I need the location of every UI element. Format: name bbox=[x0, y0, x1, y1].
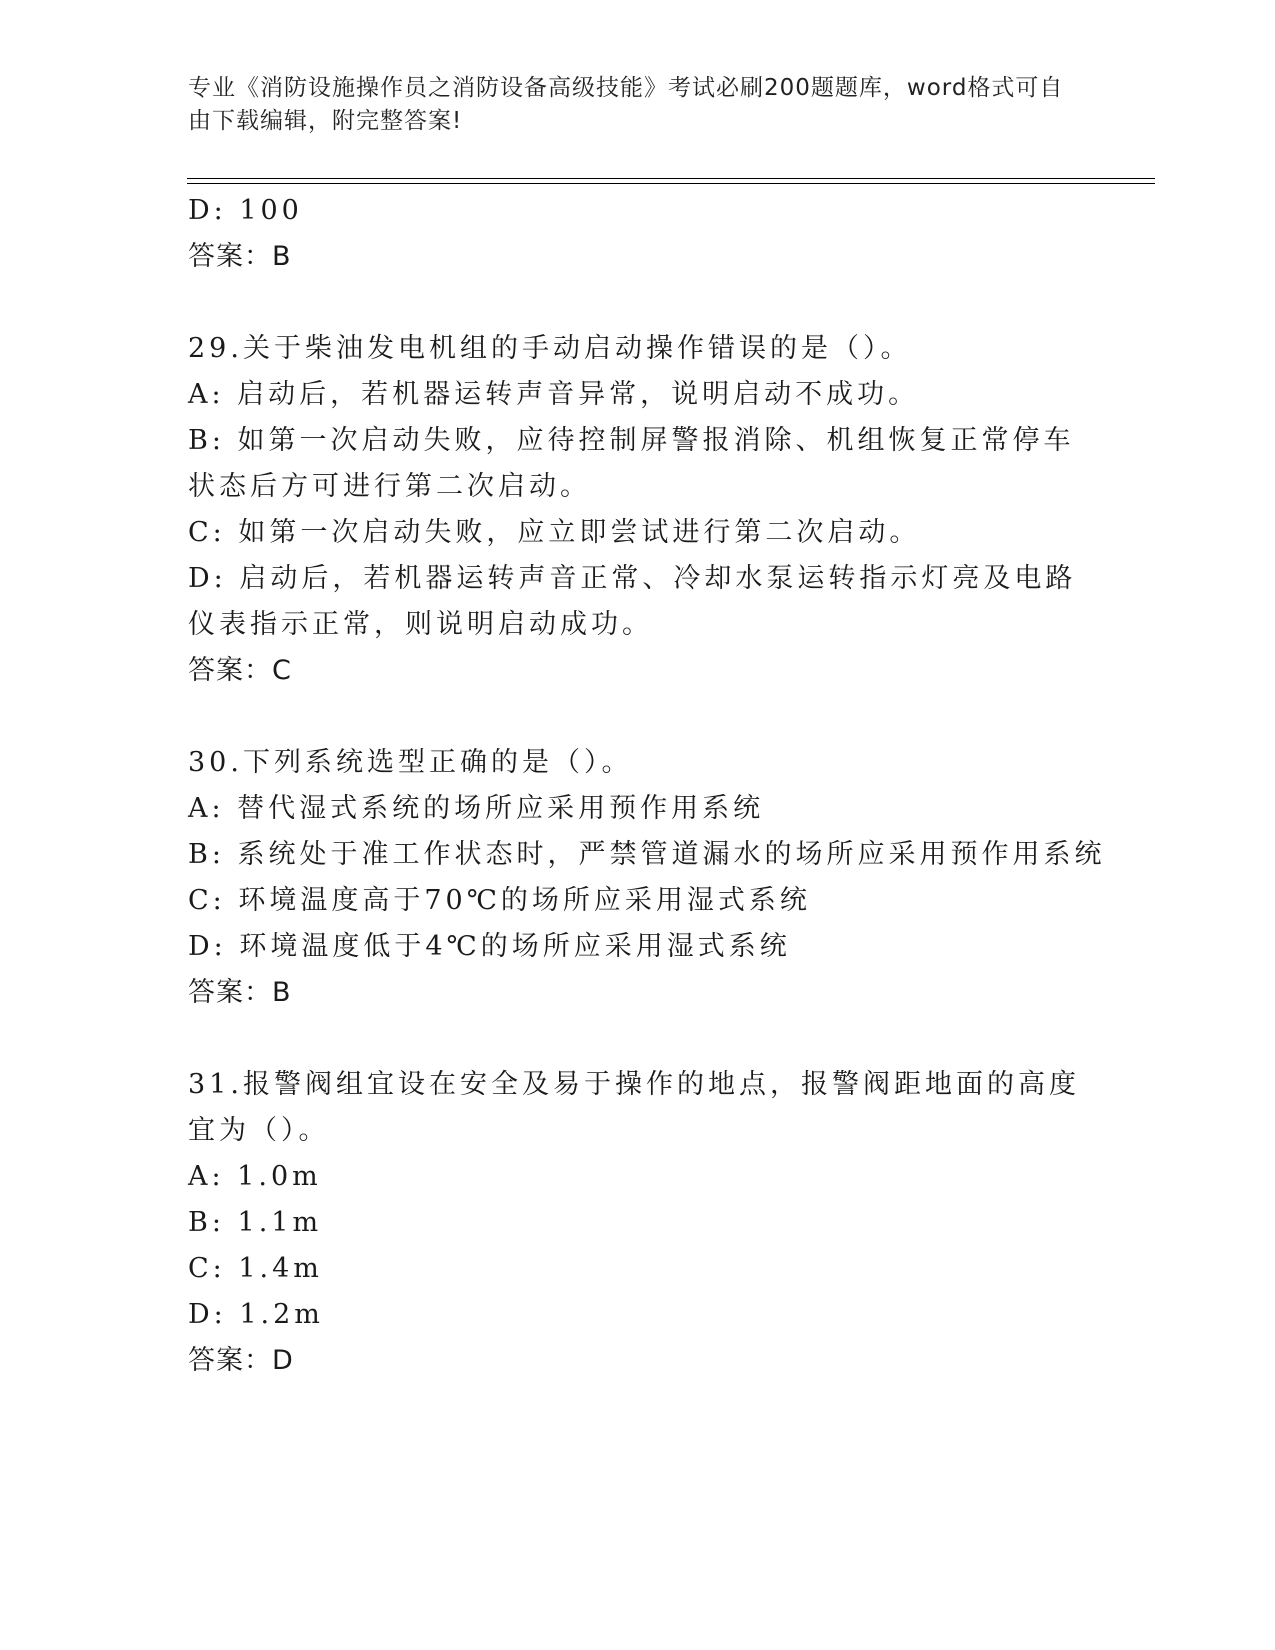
header-title: 专业《消防设施操作员之消防设备高级技能》考试必刷200题题库，word格式可自由下载编辑，附完整答案! bbox=[188, 75, 1064, 134]
spacer bbox=[188, 1016, 1088, 1062]
question-29 bbox=[188, 326, 1088, 694]
option-d: D: 环境温度低于4℃的场所应采用湿式系统 bbox=[188, 931, 791, 962]
page-header bbox=[188, 72, 1068, 138]
answer-line: 答案：B bbox=[188, 241, 292, 272]
question-stem: 29.关于柴油发电机组的手动启动操作错误的是（）。 bbox=[188, 333, 912, 364]
previous-question-tail bbox=[188, 188, 1088, 280]
option-a: A: 1.0m bbox=[188, 1161, 322, 1192]
answer-line: 答案：C bbox=[188, 655, 292, 686]
spacer bbox=[188, 694, 1088, 740]
document-body bbox=[188, 188, 1106, 1384]
option-c: C: 1.4m bbox=[188, 1253, 323, 1284]
option-d: D: 100 bbox=[188, 195, 303, 226]
option-a: A: 启动后，若机器运转声音异常，说明启动不成功。 bbox=[188, 379, 920, 410]
question-stem: 31.报警阀组宜设在安全及易于操作的地点，报警阀距地面的高度宜为（）。 bbox=[188, 1069, 1080, 1146]
option-d: D: 1.2m bbox=[188, 1299, 324, 1330]
question-30 bbox=[188, 740, 1106, 1016]
answer-line: 答案：B bbox=[188, 977, 292, 1008]
header-rule-bottom bbox=[187, 183, 1155, 184]
option-b: B: 系统处于准工作状态时，严禁管道漏水的场所应采用预作用系统 bbox=[188, 839, 1106, 870]
option-d: D: 启动后，若机器运转声音正常、冷却水泵运转指示灯亮及电路仪表指示正常，则说明启动成功。 bbox=[188, 563, 1077, 640]
option-c: C: 如第一次启动失败，应立即尝试进行第二次启动。 bbox=[188, 517, 921, 548]
question-31 bbox=[188, 1062, 1088, 1384]
question-stem: 30.下列系统选型正确的是（）。 bbox=[188, 747, 633, 778]
header-rule-top bbox=[187, 178, 1155, 179]
spacer bbox=[188, 280, 1088, 326]
option-a: A: 替代湿式系统的场所应采用预作用系统 bbox=[188, 793, 765, 824]
option-b: B: 1.1m bbox=[188, 1207, 323, 1238]
option-b: B: 如第一次启动失败，应待控制屏警报消除、机组恢复正常停车状态后方可进行第二次启动。 bbox=[188, 425, 1075, 502]
option-c: C: 环境温度高于70℃的场所应采用湿式系统 bbox=[188, 885, 811, 916]
answer-line: 答案：D bbox=[188, 1345, 294, 1376]
